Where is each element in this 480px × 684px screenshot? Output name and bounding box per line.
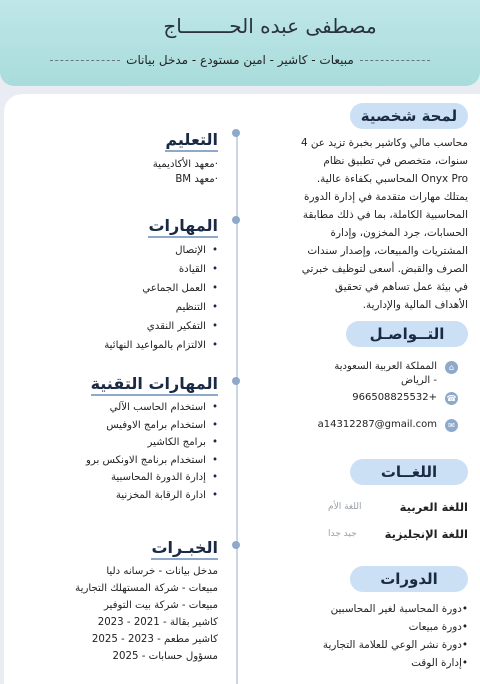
education-list [18, 157, 218, 187]
language-level: جيد جدا [328, 529, 357, 539]
course-item: •إدارة الوقت [411, 657, 468, 669]
timeline-line [236, 132, 238, 684]
course-item: •دورة مبيعات [408, 621, 468, 633]
experience-list [18, 563, 218, 665]
profile-line: يمتلك مهارات متقدمة في إدارة الدورة [304, 191, 468, 203]
profile-line: محاسب مالي وكاشير بخبرة تزيد عن 4 [300, 137, 468, 149]
profile-line: سنوات، متخصص في تطبيق نظام [323, 155, 468, 167]
profile-text [298, 134, 468, 314]
languages-heading: اللغــات [350, 459, 468, 485]
divider-right [360, 60, 430, 61]
profile-line: المحاسبية الكاملة، بما في ذلك مطابقة [302, 209, 468, 221]
language-row [328, 500, 468, 514]
course-item: •دورة نشر الوعي للعلامة التجارية [322, 639, 468, 651]
language-row [328, 527, 468, 541]
language-name: اللغة العربية [399, 500, 468, 514]
phone-icon: ☎ [445, 392, 458, 405]
address-line1: المملكة العربية السعودية [334, 361, 437, 372]
profile-heading: لمحة شخصية [350, 103, 468, 129]
address-text [334, 360, 437, 388]
education-item: ·معهد BM [175, 174, 218, 185]
email-text[interactable]: a14312287@gmail.com [317, 419, 437, 430]
candidate-name: مصطفى عبده الحــــــــاج [163, 14, 377, 38]
tech-skill-item: • إدارة الدورة المحاسبية [18, 469, 218, 487]
course-item: •دورة المحاسبة لغير المحاسبين [330, 603, 468, 615]
tech-skills-list [18, 399, 218, 504]
tech-skill-item: • استخدام برنامج الاونكس برو [18, 452, 218, 470]
profile-line: الحسابات، جرد المخزون، وإدارة [330, 227, 468, 239]
timeline-dot [232, 377, 240, 385]
skill-item: • التنظيم [18, 298, 218, 317]
profile-line: Onyx Pro المحاسبي بكفاءة عالية. [316, 173, 468, 185]
header-banner [0, 0, 480, 86]
skill-item: • الالتزام بالمواعيد النهائية [18, 336, 218, 355]
address-row [288, 360, 458, 388]
experience-item: مبيعات - شركة بيت التوفير [103, 600, 218, 611]
profile-line: الصرف والقبض. أسعى لتوظيف خبرتي [301, 263, 468, 275]
address-line2: - الرياض [400, 375, 437, 386]
timeline-dot [232, 129, 240, 137]
courses-list [298, 600, 468, 672]
education-heading: التعليم [165, 130, 218, 152]
job-title-line [50, 50, 430, 70]
language-level: اللغة الأم [328, 502, 362, 512]
timeline-dot [232, 216, 240, 224]
skill-item: • القيادة [18, 260, 218, 279]
courses-heading: الدورات [350, 566, 468, 592]
tech-skill-item: • استخدام برامج الاوفيس [18, 417, 218, 435]
skill-item: • العمل الجماعي [18, 279, 218, 298]
experience-heading: الخبـرات [151, 538, 218, 560]
timeline-dot [232, 541, 240, 549]
experience-item: مبيعات - شركة المستهلك التجارية [75, 583, 218, 594]
divider-left [50, 60, 120, 61]
job-titles: مبيعات - كاشير - امين مستودع - مدخل بيانات [126, 53, 354, 67]
skills-heading: المهارات [148, 216, 218, 238]
skills-list [18, 241, 218, 355]
home-icon: ⌂ [445, 361, 458, 374]
education-item: ·معهد الأكاديمية [152, 159, 218, 170]
tech-skills-heading: المهارات التقنية [91, 374, 218, 396]
phone-row [288, 391, 458, 405]
language-name: اللغة الإنجليزية [384, 527, 468, 541]
profile-line: في بيئة عمل تساهم في تحقيق [335, 281, 468, 293]
email-icon: ✉ [445, 419, 458, 432]
experience-item: مدخل بيانات - خرسانه دليا [106, 566, 218, 577]
tech-skill-item: • ادارة الرقابة المخزنية [18, 487, 218, 505]
profile-line: الأهداف المالية والإدارية. [362, 299, 468, 311]
tech-skill-item: • استخدام الحاسب الآلي [18, 399, 218, 417]
experience-item: كاشير بقالة - 2021 - 2023 [97, 617, 218, 628]
experience-item: مسؤول حسابات - 2025 [112, 651, 218, 662]
skill-item: • الإتصال [18, 241, 218, 260]
tech-skill-item: • برامج الكاشير [18, 434, 218, 452]
contact-heading: التــواصـل [346, 321, 468, 347]
email-row [288, 418, 458, 432]
profile-line: المشتريات والمبيعات، وإصدار سندات [307, 245, 468, 257]
skill-item: • التفكير النقدي [18, 317, 218, 336]
experience-item: كاشير مطعم - 2023 - 2025 [91, 634, 218, 645]
phone-text[interactable]: +966508825532 [352, 392, 437, 403]
